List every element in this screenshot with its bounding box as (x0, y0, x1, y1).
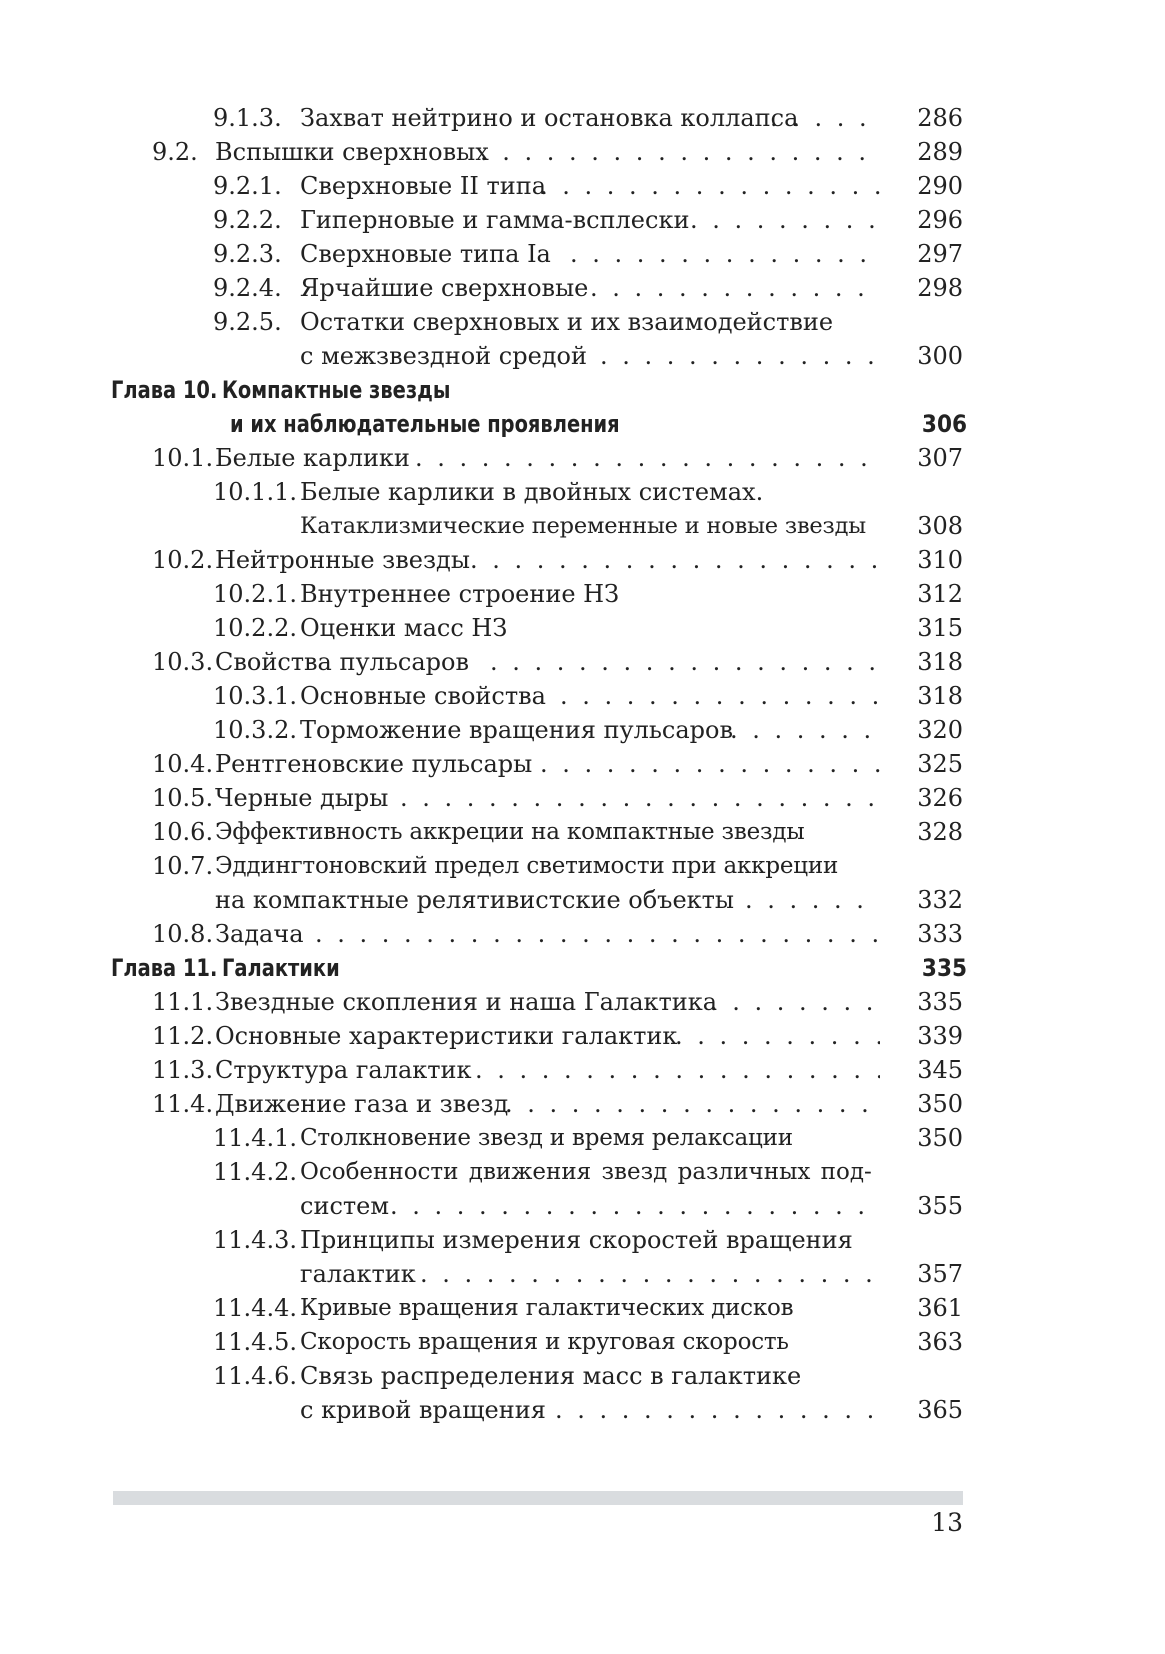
toc-entry (0, 1291, 1165, 1325)
chapter-heading (0, 373, 1165, 407)
toc-entry-page: 357 (917, 1260, 963, 1288)
toc-entry-page: 318 (917, 682, 963, 710)
toc-entry-number: 10.8. (152, 920, 214, 948)
toc-entry (0, 1053, 1165, 1087)
toc-entry (0, 679, 1165, 713)
toc-entry-title: Сверхновые II типа (300, 172, 547, 200)
dot-leader (560, 679, 880, 713)
toc-entry-page: 350 (917, 1090, 963, 1118)
footer-rule (113, 1491, 963, 1505)
toc-entry-page: 290 (917, 172, 963, 200)
toc-entry-number: 9.2.5. (213, 308, 282, 336)
toc-entry-page: 315 (917, 614, 963, 642)
toc-entry-page: 289 (917, 138, 963, 166)
dot-leader (570, 237, 880, 271)
toc-entry (0, 1121, 1165, 1155)
toc-entry-number: 11.2. (152, 1022, 214, 1050)
toc-entry-title: Столкновение звезд и время релаксации (300, 1125, 793, 1151)
toc-entry-title: Звездные скопления и наша Галактика (215, 988, 718, 1016)
dot-leader (675, 1019, 880, 1053)
toc-entry (0, 849, 1165, 883)
toc-entry (0, 577, 1165, 611)
toc-entry-number: 10.1.1. (213, 478, 297, 506)
toc-entry-number: 11.4.2. (213, 1158, 297, 1186)
toc-entry (0, 135, 1165, 169)
toc-entry-title: с кривой вращения (300, 1396, 546, 1424)
toc-entry (0, 611, 1165, 645)
toc-entry-continuation (0, 509, 1165, 543)
dot-leader (470, 543, 880, 577)
dot-leader (600, 339, 880, 373)
toc-entry (0, 985, 1165, 1019)
dot-leader (415, 441, 880, 475)
toc-entry (0, 815, 1165, 849)
toc-entry-page: 339 (917, 1022, 963, 1050)
toc-entry-number: 11.4.6. (213, 1362, 297, 1390)
toc-entry-title: Торможение вращения пульсаров (300, 716, 734, 744)
toc-entry-number: 10.4. (152, 750, 214, 778)
toc-entry (0, 1155, 1165, 1189)
dot-leader (710, 985, 880, 1019)
dot-leader (590, 271, 880, 305)
toc-entry (0, 1359, 1165, 1393)
toc-entry-page: 300 (917, 342, 963, 370)
toc-entry (0, 1325, 1165, 1359)
toc-entry-number: 10.5. (152, 784, 214, 812)
chapter-number: Глава 10. (111, 376, 218, 404)
toc-entry-title: Особенности движения звезд различных под- (300, 1159, 872, 1185)
toc-entry-continuation (0, 1189, 1165, 1223)
dot-leader (480, 135, 880, 169)
toc-entry-number: 10.6. (152, 818, 214, 846)
toc-entry (0, 543, 1165, 577)
toc-entry-title: Связь распределения масс в галактике (300, 1362, 802, 1390)
toc-entry-number: 10.1. (152, 444, 214, 472)
toc-entry-number: 11.3. (152, 1056, 214, 1084)
toc-entry-number: 10.2. (152, 546, 214, 574)
toc-entry-number: 10.2.1. (213, 580, 297, 608)
toc-entry-title: галактик (300, 1260, 416, 1288)
page-number: 13 (931, 1508, 963, 1537)
toc-entry (0, 441, 1165, 475)
toc-entry-number: 10.2.2. (213, 614, 297, 642)
toc-entry-page: 332 (917, 886, 963, 914)
toc-entry-title: Структура галактик (215, 1056, 472, 1084)
toc-entry-page: 286 (917, 104, 963, 132)
toc-entry-title: Сверхновые типа Ia (300, 240, 551, 268)
toc-entry-title: Катаклизмические переменные и новые звезды (300, 513, 866, 539)
toc-entry-title: Задача (215, 920, 304, 948)
toc-entry-number: 11.4. (152, 1090, 214, 1118)
toc-entry-title: Кривые вращения галактических дисков (300, 1295, 794, 1321)
toc-entry-title: Ярчайшие сверхновые (300, 274, 589, 302)
toc-entry-page: 328 (917, 818, 963, 846)
toc-entry-continuation (0, 1393, 1165, 1427)
toc-entry-title: Эффективность аккреции на компактные звезды (215, 819, 805, 845)
toc-entry (0, 305, 1165, 339)
toc-entry-continuation (0, 1257, 1165, 1291)
toc-entry-title: на компактные релятивистские объекты (215, 886, 735, 914)
toc-entry-number: 9.1.3. (213, 104, 282, 132)
toc-entry-page: 308 (917, 512, 963, 540)
toc-entry-title: Остатки сверхновых и их взаимодействие (300, 308, 834, 336)
dot-leader (540, 169, 880, 203)
toc-entry (0, 203, 1165, 237)
toc-entry-page: 363 (917, 1328, 963, 1356)
dot-leader (400, 781, 880, 815)
toc-entry-title: Вспышки сверхновых (215, 138, 489, 166)
toc-entry-page: 350 (917, 1124, 963, 1152)
toc-entry-title: Оценки масс НЗ (300, 614, 508, 642)
chapter-title: Галактики (222, 954, 340, 982)
toc-entry (0, 271, 1165, 305)
chapter-title: и их наблюдательные проявления (230, 410, 620, 438)
toc-entry-number: 10.7. (152, 852, 214, 880)
toc-entry-page: 361 (917, 1294, 963, 1322)
toc-entry-page: 312 (917, 580, 963, 608)
toc-entry-page: 307 (917, 444, 963, 472)
dot-leader (540, 747, 880, 781)
toc-entry-page: 296 (917, 206, 963, 234)
toc-entry (0, 169, 1165, 203)
chapter-page: 335 (921, 954, 967, 982)
dot-leader (315, 917, 880, 951)
chapter-page: 306 (921, 410, 967, 438)
toc-entry-number: 10.3.1. (213, 682, 297, 710)
toc-entry-number: 11.4.1. (213, 1124, 297, 1152)
toc-entry-title: Внутреннее строение НЗ (300, 580, 620, 608)
toc-entry (0, 1223, 1165, 1257)
toc-entry-page: 318 (917, 648, 963, 676)
toc-entry-number: 10.3. (152, 648, 214, 676)
dot-leader (745, 883, 880, 917)
dot-leader (505, 1087, 880, 1121)
chapter-heading-continuation (0, 407, 1165, 441)
toc-entry-page: 345 (917, 1056, 963, 1084)
toc-entry (0, 237, 1165, 271)
toc-entry-title: Черные дыры (215, 784, 389, 812)
toc-entry (0, 1087, 1165, 1121)
toc-entry-continuation (0, 883, 1165, 917)
toc-entry-page: 310 (917, 546, 963, 574)
toc-entry-title: Основные характеристики галактик (215, 1022, 678, 1050)
chapter-number: Глава 11. (111, 954, 218, 982)
toc-entry-number: 9.2.2. (213, 206, 282, 234)
toc-entry-title: Белые карлики в двойных системах. (300, 478, 764, 506)
toc-entry-title: Основные свойства (300, 682, 546, 710)
toc-entry-page: 333 (917, 920, 963, 948)
toc-entry-page: 355 (917, 1192, 963, 1220)
dot-leader (770, 101, 880, 135)
dot-leader (390, 1189, 880, 1223)
toc-entry-number: 9.2. (152, 138, 198, 166)
toc-entry-continuation (0, 339, 1165, 373)
dot-leader (555, 1393, 880, 1427)
dot-leader (690, 203, 880, 237)
toc-entry (0, 917, 1165, 951)
toc-entry-number: 11.4.3. (213, 1226, 297, 1254)
toc-entry-page: 335 (917, 988, 963, 1016)
toc-entry-title: Гиперновые и гамма-всплески (300, 206, 690, 234)
toc-entry-title: Скорость вращения и круговая скорость (300, 1329, 789, 1355)
toc-entry-number: 10.3.2. (213, 716, 297, 744)
toc-entry-title: с межзвездной средой (300, 342, 587, 370)
toc-entry-number: 11.4.4. (213, 1294, 297, 1322)
dot-leader (490, 645, 880, 679)
toc-entry-title: Рентгеновские пульсары (215, 750, 533, 778)
toc-entry (0, 1019, 1165, 1053)
toc-entry-title: Белые карлики (215, 444, 410, 472)
chapter-title: Компактные звезды (222, 376, 451, 404)
toc-entry-title: Захват нейтрино и остановка коллапса (300, 104, 799, 132)
toc-entry-title: Принципы измерения скоростей вращения (300, 1226, 853, 1254)
dot-leader (420, 1257, 880, 1291)
toc-entry-page: 298 (917, 274, 963, 302)
toc-entry-number: 9.2.1. (213, 172, 282, 200)
toc-entry (0, 781, 1165, 815)
toc-entry-page: 297 (917, 240, 963, 268)
toc-entry (0, 645, 1165, 679)
toc-entry-number: 9.2.3. (213, 240, 282, 268)
toc-entry-title: Свойства пульсаров (215, 648, 469, 676)
toc-entry-page: 325 (917, 750, 963, 778)
toc-entry (0, 475, 1165, 509)
toc-entry-title: Нейтронные звезды (215, 546, 470, 574)
dot-leader (730, 713, 880, 747)
toc-entry (0, 713, 1165, 747)
toc-entry-title: Движение газа и звезд (215, 1090, 509, 1118)
toc-entry-page: 326 (917, 784, 963, 812)
toc-entry (0, 747, 1165, 781)
toc-entry-page: 365 (917, 1396, 963, 1424)
dot-leader (475, 1053, 880, 1087)
toc-entry-title: систем (300, 1192, 390, 1220)
toc-entry-number: 11.4.5. (213, 1328, 297, 1356)
toc-entry-title: Эддингтоновский предел светимости при аккреции (215, 853, 839, 879)
chapter-heading (0, 951, 1165, 985)
toc-entry (0, 101, 1165, 135)
toc-entry-page: 320 (917, 716, 963, 744)
toc-entry-number: 9.2.4. (213, 274, 282, 302)
toc-entry-number: 11.1. (152, 988, 214, 1016)
